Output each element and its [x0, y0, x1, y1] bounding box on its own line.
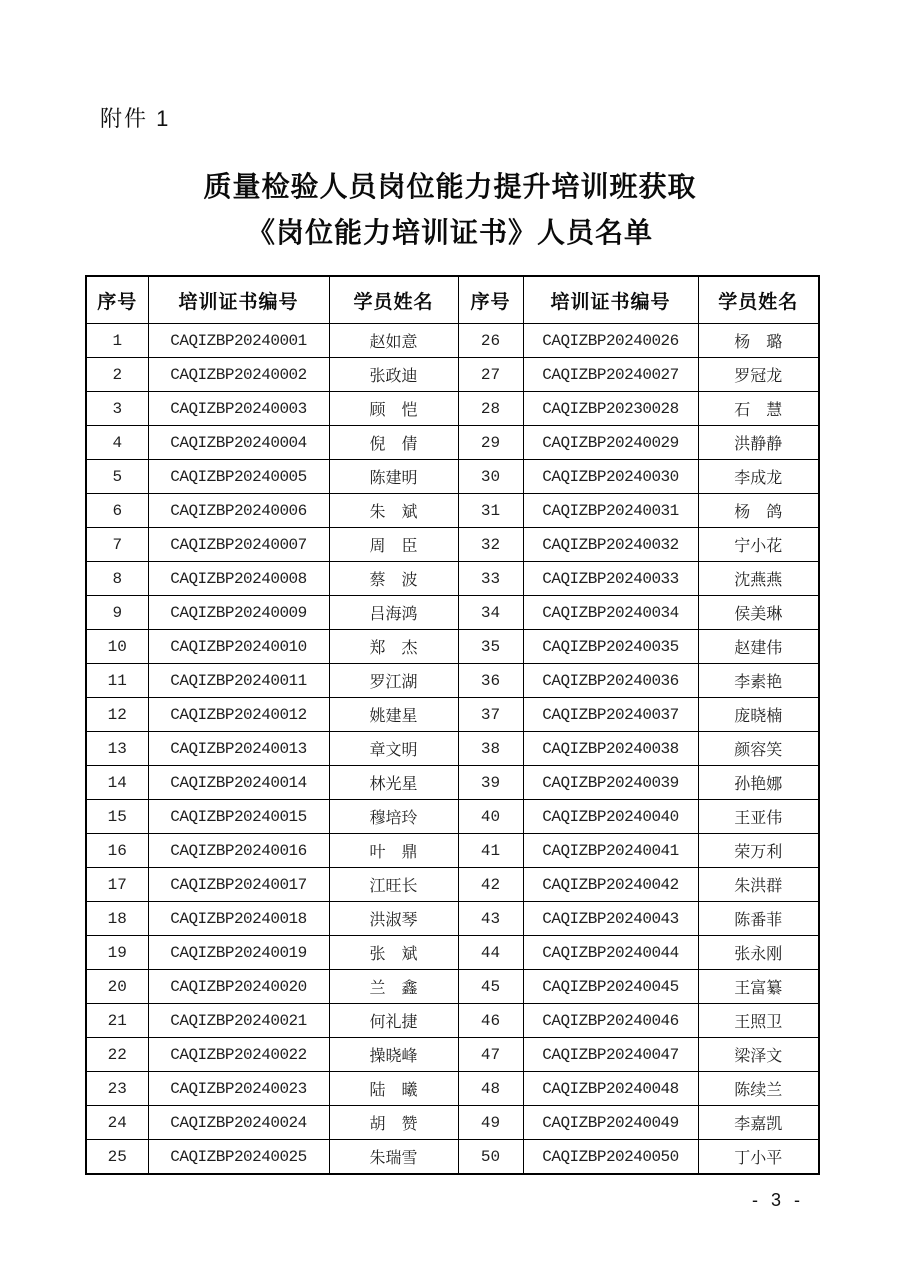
seq-cell: 3: [86, 392, 148, 426]
name-cell: 朱 斌: [329, 494, 458, 528]
table-row: [86, 1106, 819, 1140]
name-cell: 赵如意: [329, 324, 458, 358]
name-cell: 侯美琳: [698, 596, 819, 630]
seq-cell: 17: [86, 868, 148, 902]
name-cell: 孙艳娜: [698, 766, 819, 800]
name-cell: 陈建明: [329, 460, 458, 494]
cert-no-cell: CAQIZBP20240008: [148, 562, 329, 596]
name-cell: 蔡 波: [329, 562, 458, 596]
cert-no-cell: CAQIZBP20240017: [148, 868, 329, 902]
cert-no-cell: CAQIZBP20240016: [148, 834, 329, 868]
table-row: [86, 1038, 819, 1072]
name-cell: 张永刚: [698, 936, 819, 970]
seq-cell: 6: [86, 494, 148, 528]
seq-cell: 27: [458, 358, 523, 392]
name-cell: 江旺长: [329, 868, 458, 902]
seq-cell: 7: [86, 528, 148, 562]
cert-no-cell: CAQIZBP20240011: [148, 664, 329, 698]
seq-cell: 47: [458, 1038, 523, 1072]
table-row: [86, 630, 819, 664]
seq-cell: 30: [458, 460, 523, 494]
name-cell: 张 斌: [329, 936, 458, 970]
certificate-roster-table: [85, 275, 820, 1175]
name-cell: 王照卫: [698, 1004, 819, 1038]
seq-cell: 43: [458, 902, 523, 936]
table-header-row: [86, 276, 819, 324]
seq-cell: 21: [86, 1004, 148, 1038]
seq-cell: 49: [458, 1106, 523, 1140]
cert-no-cell: CAQIZBP20240036: [523, 664, 698, 698]
cert-no-cell: CAQIZBP20240014: [148, 766, 329, 800]
seq-cell: 5: [86, 460, 148, 494]
table-row: [86, 324, 819, 358]
table-row: [86, 834, 819, 868]
name-cell: 何礼捷: [329, 1004, 458, 1038]
name-cell: 吕海鸿: [329, 596, 458, 630]
table-row: [86, 732, 819, 766]
seq-cell: 35: [458, 630, 523, 664]
seq-cell: 39: [458, 766, 523, 800]
cert-no-cell: CAQIZBP20240038: [523, 732, 698, 766]
cert-no-cell: CAQIZBP20240021: [148, 1004, 329, 1038]
cert-no-cell: CAQIZBP20240034: [523, 596, 698, 630]
cert-no-cell: CAQIZBP20240043: [523, 902, 698, 936]
seq-cell: 24: [86, 1106, 148, 1140]
name-cell: 倪 倩: [329, 426, 458, 460]
cert-no-cell: CAQIZBP20240040: [523, 800, 698, 834]
table-row: [86, 1140, 819, 1175]
seq-cell: 25: [86, 1140, 148, 1175]
cert-no-cell: CAQIZBP20240023: [148, 1072, 329, 1106]
header-seq-left: 序号: [86, 276, 148, 324]
cert-no-cell: CAQIZBP20240039: [523, 766, 698, 800]
seq-cell: 44: [458, 936, 523, 970]
name-cell: 姚建星: [329, 698, 458, 732]
name-cell: 陈续兰: [698, 1072, 819, 1106]
seq-cell: 37: [458, 698, 523, 732]
name-cell: 罗江湖: [329, 664, 458, 698]
seq-cell: 29: [458, 426, 523, 460]
cert-no-cell: CAQIZBP20240007: [148, 528, 329, 562]
seq-cell: 28: [458, 392, 523, 426]
cert-no-cell: CAQIZBP20240006: [148, 494, 329, 528]
cert-no-cell: CAQIZBP20230028: [523, 392, 698, 426]
table-row: [86, 766, 819, 800]
cert-no-cell: CAQIZBP20240046: [523, 1004, 698, 1038]
seq-cell: 36: [458, 664, 523, 698]
cert-no-cell: CAQIZBP20240015: [148, 800, 329, 834]
seq-cell: 8: [86, 562, 148, 596]
seq-cell: 18: [86, 902, 148, 936]
seq-cell: 32: [458, 528, 523, 562]
name-cell: 操晓峰: [329, 1038, 458, 1072]
name-cell: 顾 恺: [329, 392, 458, 426]
seq-cell: 34: [458, 596, 523, 630]
cert-no-cell: CAQIZBP20240024: [148, 1106, 329, 1140]
name-cell: 朱洪群: [698, 868, 819, 902]
seq-cell: 46: [458, 1004, 523, 1038]
seq-cell: 15: [86, 800, 148, 834]
name-cell: 罗冠龙: [698, 358, 819, 392]
name-cell: 宁小花: [698, 528, 819, 562]
table-row: [86, 528, 819, 562]
cert-no-cell: CAQIZBP20240009: [148, 596, 329, 630]
seq-cell: 19: [86, 936, 148, 970]
seq-cell: 16: [86, 834, 148, 868]
cert-no-cell: CAQIZBP20240025: [148, 1140, 329, 1175]
cert-no-cell: CAQIZBP20240012: [148, 698, 329, 732]
cert-no-cell: CAQIZBP20240013: [148, 732, 329, 766]
name-cell: 王亚伟: [698, 800, 819, 834]
name-cell: 丁小平: [698, 1140, 819, 1175]
seq-cell: 50: [458, 1140, 523, 1175]
header-name-left: 学员姓名: [329, 276, 458, 324]
cert-no-cell: CAQIZBP20240031: [523, 494, 698, 528]
table-row: [86, 868, 819, 902]
table-row: [86, 562, 819, 596]
table-row: [86, 902, 819, 936]
cert-no-cell: CAQIZBP20240035: [523, 630, 698, 664]
header-seq-right: 序号: [458, 276, 523, 324]
seq-cell: 26: [458, 324, 523, 358]
cert-no-cell: CAQIZBP20240033: [523, 562, 698, 596]
table-row: [86, 970, 819, 1004]
cert-no-cell: CAQIZBP20240044: [523, 936, 698, 970]
seq-cell: 11: [86, 664, 148, 698]
name-cell: 兰 鑫: [329, 970, 458, 1004]
name-cell: 梁泽文: [698, 1038, 819, 1072]
name-cell: 庞晓楠: [698, 698, 819, 732]
header-cert-right: 培训证书编号: [523, 276, 698, 324]
seq-cell: 10: [86, 630, 148, 664]
seq-cell: 1: [86, 324, 148, 358]
cert-no-cell: CAQIZBP20240047: [523, 1038, 698, 1072]
seq-cell: 4: [86, 426, 148, 460]
seq-cell: 48: [458, 1072, 523, 1106]
seq-cell: 33: [458, 562, 523, 596]
name-cell: 张政迪: [329, 358, 458, 392]
seq-cell: 42: [458, 868, 523, 902]
name-cell: 胡 赞: [329, 1106, 458, 1140]
cert-no-cell: CAQIZBP20240049: [523, 1106, 698, 1140]
seq-cell: 38: [458, 732, 523, 766]
name-cell: 叶 鼎: [329, 834, 458, 868]
cert-no-cell: CAQIZBP20240042: [523, 868, 698, 902]
table-body: [86, 324, 819, 1175]
cert-no-cell: CAQIZBP20240026: [523, 324, 698, 358]
cert-no-cell: CAQIZBP20240001: [148, 324, 329, 358]
seq-cell: 12: [86, 698, 148, 732]
cert-no-cell: CAQIZBP20240010: [148, 630, 329, 664]
name-cell: 穆培玲: [329, 800, 458, 834]
name-cell: 周 臣: [329, 528, 458, 562]
seq-cell: 2: [86, 358, 148, 392]
table-row: [86, 358, 819, 392]
name-cell: 李嘉凯: [698, 1106, 819, 1140]
name-cell: 杨 璐: [698, 324, 819, 358]
table-row: [86, 664, 819, 698]
name-cell: 陈番菲: [698, 902, 819, 936]
name-cell: 朱瑞雪: [329, 1140, 458, 1175]
name-cell: 李素艳: [698, 664, 819, 698]
table-row: [86, 1004, 819, 1038]
table-row: [86, 596, 819, 630]
name-cell: 林光星: [329, 766, 458, 800]
table-row: [86, 494, 819, 528]
cert-no-cell: CAQIZBP20240005: [148, 460, 329, 494]
cert-no-cell: CAQIZBP20240022: [148, 1038, 329, 1072]
seq-cell: 14: [86, 766, 148, 800]
cert-no-cell: CAQIZBP20240004: [148, 426, 329, 460]
page-number: - 3 -: [751, 1190, 804, 1210]
seq-cell: 40: [458, 800, 523, 834]
cert-no-cell: CAQIZBP20240048: [523, 1072, 698, 1106]
name-cell: 杨 鸽: [698, 494, 819, 528]
name-cell: 颜容笑: [698, 732, 819, 766]
attachment-label: 附件 1: [100, 106, 171, 131]
table-row: [86, 426, 819, 460]
cert-no-cell: CAQIZBP20240002: [148, 358, 329, 392]
table-row: [86, 460, 819, 494]
document-title-line1: 质量检验人员岗位能力提升培训班获取: [203, 171, 697, 202]
header-cert-left: 培训证书编号: [148, 276, 329, 324]
cert-no-cell: CAQIZBP20240019: [148, 936, 329, 970]
name-cell: 章文明: [329, 732, 458, 766]
cert-no-cell: CAQIZBP20240050: [523, 1140, 698, 1175]
document-title-line2: 《岗位能力培训证书》人员名单: [246, 217, 653, 248]
cert-no-cell: CAQIZBP20240020: [148, 970, 329, 1004]
cert-no-cell: CAQIZBP20240045: [523, 970, 698, 1004]
header-name-right: 学员姓名: [698, 276, 819, 324]
table-row: [86, 936, 819, 970]
cert-no-cell: CAQIZBP20240003: [148, 392, 329, 426]
name-cell: 赵建伟: [698, 630, 819, 664]
seq-cell: 41: [458, 834, 523, 868]
cert-no-cell: CAQIZBP20240032: [523, 528, 698, 562]
seq-cell: 45: [458, 970, 523, 1004]
name-cell: 石 慧: [698, 392, 819, 426]
name-cell: 洪静静: [698, 426, 819, 460]
seq-cell: 23: [86, 1072, 148, 1106]
name-cell: 郑 杰: [329, 630, 458, 664]
name-cell: 陆 曦: [329, 1072, 458, 1106]
cert-no-cell: CAQIZBP20240030: [523, 460, 698, 494]
name-cell: 沈燕燕: [698, 562, 819, 596]
table-row: [86, 698, 819, 732]
seq-cell: 20: [86, 970, 148, 1004]
seq-cell: 13: [86, 732, 148, 766]
table-row: [86, 800, 819, 834]
name-cell: 荣万利: [698, 834, 819, 868]
name-cell: 王富纂: [698, 970, 819, 1004]
cert-no-cell: CAQIZBP20240037: [523, 698, 698, 732]
cert-no-cell: CAQIZBP20240041: [523, 834, 698, 868]
seq-cell: 31: [458, 494, 523, 528]
seq-cell: 22: [86, 1038, 148, 1072]
table-row: [86, 1072, 819, 1106]
cert-no-cell: CAQIZBP20240018: [148, 902, 329, 936]
cert-no-cell: CAQIZBP20240027: [523, 358, 698, 392]
name-cell: 洪淑琴: [329, 902, 458, 936]
table-row: [86, 392, 819, 426]
cert-no-cell: CAQIZBP20240029: [523, 426, 698, 460]
seq-cell: 9: [86, 596, 148, 630]
name-cell: 李成龙: [698, 460, 819, 494]
